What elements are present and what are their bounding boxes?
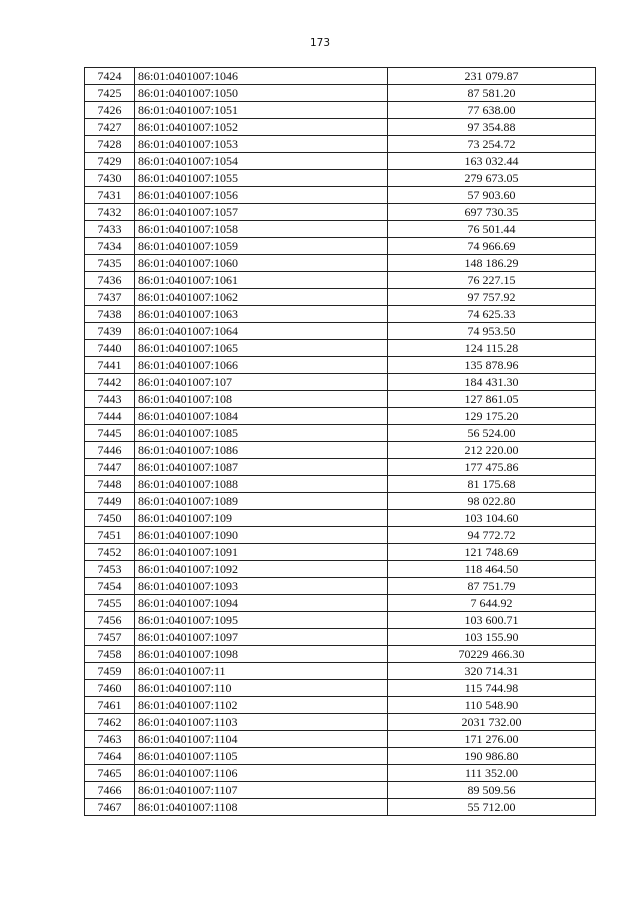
table-row [85,170,596,187]
value-cell: 121 748.69 [388,544,596,561]
value-cell: 148 186.29 [388,255,596,272]
cadastral-number-cell: 86:01:0401007:110 [135,680,388,697]
cadastral-number-cell: 86:01:0401007:1058 [135,221,388,238]
cadastral-number-cell: 86:01:0401007:1091 [135,544,388,561]
row-number-cell: 7447 [85,459,135,476]
value-cell: 127 861.05 [388,391,596,408]
cadastral-number-cell: 86:01:0401007:1089 [135,493,388,510]
value-cell: 163 032.44 [388,153,596,170]
value-cell: 7 644.92 [388,595,596,612]
cadastral-number-cell: 86:01:0401007:1093 [135,578,388,595]
value-cell: 115 744.98 [388,680,596,697]
row-number-cell: 7441 [85,357,135,374]
table-row [85,765,596,782]
registry-table [84,67,596,816]
row-number-cell: 7446 [85,442,135,459]
registry-table-body [85,68,596,816]
cadastral-number-cell: 86:01:0401007:11 [135,663,388,680]
table-row [85,561,596,578]
row-number-cell: 7449 [85,493,135,510]
page-number: 173 [309,37,331,49]
cadastral-number-cell: 86:01:0401007:1059 [135,238,388,255]
table-row [85,442,596,459]
row-number-cell: 7435 [85,255,135,272]
table-row [85,510,596,527]
table-row [85,748,596,765]
table-row [85,85,596,102]
table-row [85,646,596,663]
cadastral-number-cell: 86:01:0401007:1062 [135,289,388,306]
table-row [85,527,596,544]
row-number-cell: 7466 [85,782,135,799]
row-number-cell: 7433 [85,221,135,238]
value-cell: 697 730.35 [388,204,596,221]
row-number-cell: 7452 [85,544,135,561]
value-cell: 171 276.00 [388,731,596,748]
cadastral-number-cell: 86:01:0401007:1051 [135,102,388,119]
table-row [85,68,596,85]
cadastral-number-cell: 86:01:0401007:1046 [135,68,388,85]
value-cell: 57 903.60 [388,187,596,204]
row-number-cell: 7443 [85,391,135,408]
value-cell: 124 115.28 [388,340,596,357]
table-row [85,595,596,612]
cadastral-number-cell: 86:01:0401007:1057 [135,204,388,221]
table-row [85,459,596,476]
cadastral-number-cell: 86:01:0401007:1086 [135,442,388,459]
value-cell: 320 714.31 [388,663,596,680]
table-row [85,119,596,136]
value-cell: 212 220.00 [388,442,596,459]
value-cell: 56 524.00 [388,425,596,442]
row-number-cell: 7430 [85,170,135,187]
row-number-cell: 7426 [85,102,135,119]
row-number-cell: 7437 [85,289,135,306]
table-row [85,544,596,561]
row-number-cell: 7442 [85,374,135,391]
value-cell: 76 501.44 [388,221,596,238]
cadastral-number-cell: 86:01:0401007:1105 [135,748,388,765]
cadastral-number-cell: 86:01:0401007:1098 [135,646,388,663]
value-cell: 76 227.15 [388,272,596,289]
row-number-cell: 7463 [85,731,135,748]
table-row [85,255,596,272]
table-row [85,714,596,731]
table-row [85,578,596,595]
table-row [85,221,596,238]
cadastral-number-cell: 86:01:0401007:1054 [135,153,388,170]
cadastral-number-cell: 86:01:0401007:1052 [135,119,388,136]
cadastral-number-cell: 86:01:0401007:1103 [135,714,388,731]
value-cell: 89 509.56 [388,782,596,799]
row-number-cell: 7456 [85,612,135,629]
value-cell: 129 175.20 [388,408,596,425]
row-number-cell: 7464 [85,748,135,765]
cadastral-number-cell: 86:01:0401007:1102 [135,697,388,714]
cadastral-number-cell: 86:01:0401007:1084 [135,408,388,425]
table-row [85,204,596,221]
value-cell: 97 757.92 [388,289,596,306]
value-cell: 184 431.30 [388,374,596,391]
row-number-cell: 7428 [85,136,135,153]
cadastral-number-cell: 86:01:0401007:1065 [135,340,388,357]
row-number-cell: 7448 [85,476,135,493]
value-cell: 97 354.88 [388,119,596,136]
cadastral-number-cell: 86:01:0401007:1064 [135,323,388,340]
table-row [85,493,596,510]
cadastral-number-cell: 86:01:0401007:1107 [135,782,388,799]
row-number-cell: 7461 [85,697,135,714]
value-cell: 279 673.05 [388,170,596,187]
table-row [85,391,596,408]
table-row [85,238,596,255]
value-cell: 73 254.72 [388,136,596,153]
row-number-cell: 7467 [85,799,135,816]
table-row [85,153,596,170]
value-cell: 94 772.72 [388,527,596,544]
value-cell: 98 022.80 [388,493,596,510]
table-row [85,357,596,374]
value-cell: 81 175.68 [388,476,596,493]
table-row [85,102,596,119]
row-number-cell: 7465 [85,765,135,782]
cadastral-number-cell: 86:01:0401007:1053 [135,136,388,153]
row-number-cell: 7459 [85,663,135,680]
cadastral-number-cell: 86:01:0401007:1092 [135,561,388,578]
table-row [85,697,596,714]
row-number-cell: 7462 [85,714,135,731]
table-row [85,136,596,153]
cadastral-number-cell: 86:01:0401007:1088 [135,476,388,493]
table-row [85,731,596,748]
row-number-cell: 7444 [85,408,135,425]
table-row [85,612,596,629]
value-cell: 55 712.00 [388,799,596,816]
row-number-cell: 7424 [85,68,135,85]
table-row [85,187,596,204]
row-number-cell: 7427 [85,119,135,136]
row-number-cell: 7434 [85,238,135,255]
cadastral-number-cell: 86:01:0401007:1055 [135,170,388,187]
cadastral-number-cell: 86:01:0401007:108 [135,391,388,408]
value-cell: 103 600.71 [388,612,596,629]
table-row [85,306,596,323]
cadastral-number-cell: 86:01:0401007:1095 [135,612,388,629]
cadastral-number-cell: 86:01:0401007:1050 [135,85,388,102]
row-number-cell: 7457 [85,629,135,646]
row-number-cell: 7436 [85,272,135,289]
value-cell: 177 475.86 [388,459,596,476]
table-row [85,272,596,289]
value-cell: 135 878.96 [388,357,596,374]
value-cell: 118 464.50 [388,561,596,578]
value-cell: 77 638.00 [388,102,596,119]
row-number-cell: 7431 [85,187,135,204]
row-number-cell: 7439 [85,323,135,340]
table-row [85,782,596,799]
cadastral-number-cell: 86:01:0401007:1090 [135,527,388,544]
cadastral-number-cell: 86:01:0401007:1106 [135,765,388,782]
cadastral-number-cell: 86:01:0401007:1060 [135,255,388,272]
value-cell: 110 548.90 [388,697,596,714]
row-number-cell: 7425 [85,85,135,102]
row-number-cell: 7432 [85,204,135,221]
row-number-cell: 7460 [85,680,135,697]
value-cell: 74 966.69 [388,238,596,255]
cadastral-number-cell: 86:01:0401007:1066 [135,357,388,374]
table-row [85,289,596,306]
cadastral-number-cell: 86:01:0401007:1108 [135,799,388,816]
cadastral-number-cell: 86:01:0401007:1104 [135,731,388,748]
value-cell: 111 352.00 [388,765,596,782]
value-cell: 190 986.80 [388,748,596,765]
cadastral-number-cell: 86:01:0401007:1061 [135,272,388,289]
value-cell: 70229 466.30 [388,646,596,663]
row-number-cell: 7458 [85,646,135,663]
value-cell: 87 751.79 [388,578,596,595]
value-cell: 103 155.90 [388,629,596,646]
row-number-cell: 7438 [85,306,135,323]
table-row [85,680,596,697]
row-number-cell: 7440 [85,340,135,357]
cadastral-number-cell: 86:01:0401007:107 [135,374,388,391]
cadastral-number-cell: 86:01:0401007:1056 [135,187,388,204]
table-row [85,425,596,442]
row-number-cell: 7454 [85,578,135,595]
table-row [85,374,596,391]
table-row [85,476,596,493]
row-number-cell: 7453 [85,561,135,578]
cadastral-number-cell: 86:01:0401007:1085 [135,425,388,442]
value-cell: 74 953.50 [388,323,596,340]
table-row [85,340,596,357]
row-number-cell: 7450 [85,510,135,527]
table-row [85,799,596,816]
table-row [85,629,596,646]
table-row [85,663,596,680]
value-cell: 87 581.20 [388,85,596,102]
value-cell: 231 079.87 [388,68,596,85]
table-row [85,323,596,340]
row-number-cell: 7445 [85,425,135,442]
cadastral-number-cell: 86:01:0401007:1094 [135,595,388,612]
cadastral-number-cell: 86:01:0401007:109 [135,510,388,527]
row-number-cell: 7455 [85,595,135,612]
cadastral-number-cell: 86:01:0401007:1063 [135,306,388,323]
row-number-cell: 7429 [85,153,135,170]
row-number-cell: 7451 [85,527,135,544]
value-cell: 103 104.60 [388,510,596,527]
value-cell: 2031 732.00 [388,714,596,731]
table-row [85,408,596,425]
cadastral-number-cell: 86:01:0401007:1097 [135,629,388,646]
value-cell: 74 625.33 [388,306,596,323]
cadastral-number-cell: 86:01:0401007:1087 [135,459,388,476]
